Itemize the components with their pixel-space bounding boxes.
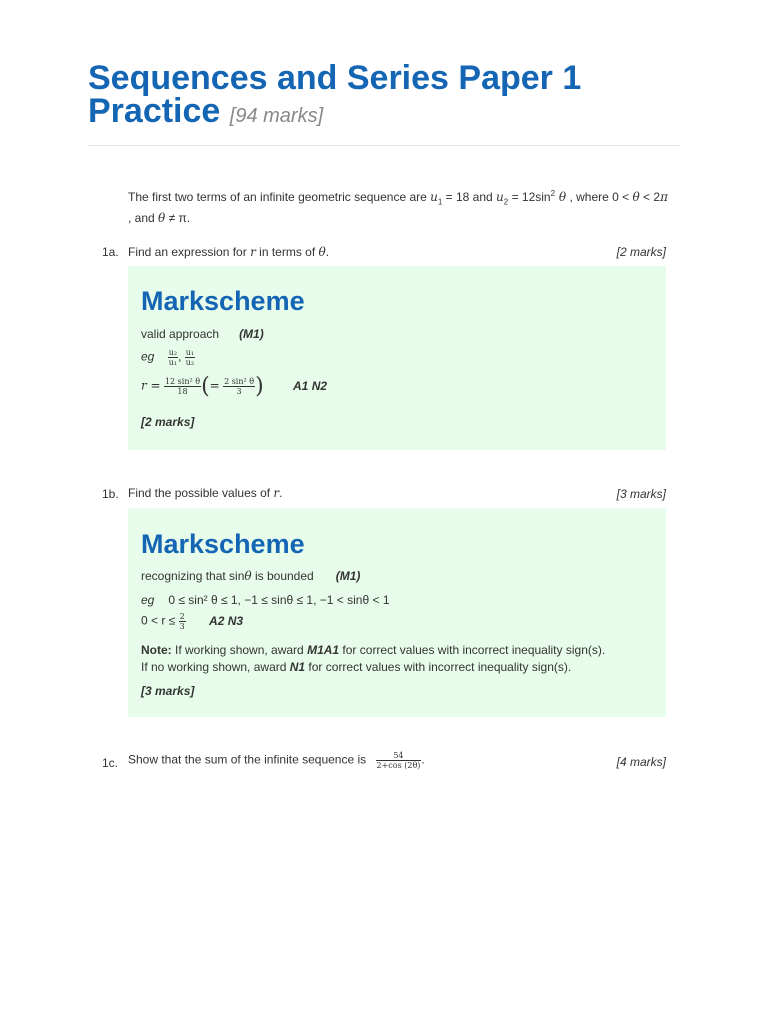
denominator: 3 [179,622,185,631]
note-text: If working shown, award [171,643,308,657]
markscheme-answer [141,612,243,631]
numerator: 54 [376,751,422,761]
r-equals: r = [141,378,161,393]
fraction [376,751,425,770]
denominator: 3 [236,387,242,396]
numerator: u₂ [168,348,178,357]
theta-symbol: θ [318,245,326,259]
intro-text: , where 0 < [566,190,633,204]
question-text-part: . [279,486,283,500]
markscheme-answer [141,374,327,399]
question-marks: [3 marks] [616,487,666,501]
intro-text: = 18 and [442,190,497,204]
line-text: recognizing that sin [141,569,245,583]
question-marks: [2 marks] [616,245,666,259]
u2-symbol: u [496,190,504,204]
line-text: is bounded [251,569,314,583]
markscheme-title: Markscheme [141,286,305,316]
open-paren: ( [201,374,210,399]
numerator: 12 sin² θ [164,377,201,386]
markscheme-total: [2 marks] [141,415,195,429]
mark-code: (M1) [335,569,361,583]
question-text-part: Find an expression for [128,245,251,259]
close-paren: ) [255,374,264,399]
theta-symbol: θ [158,211,166,226]
question-number: 1c. [102,756,119,770]
markscheme-box [128,508,666,717]
total-marks: [94 marks] [229,105,324,127]
title-text: Sequences and Series Paper 1 Practice [88,59,582,130]
question-text [128,486,283,500]
numerator: 2 [179,612,185,621]
mark-code: M1A1 [307,643,340,657]
u1-subscript: 1 [437,197,443,207]
variable-r: r [250,245,256,259]
intro-text: ≠ π. [165,211,191,226]
markscheme-title: Markscheme [141,529,305,559]
note-text: for correct values with incorrect inequality sign(s). [339,643,606,657]
mark-code: (M1) [239,327,264,341]
markscheme-example [141,348,195,367]
question-text-part: Find the possible values of [128,486,274,500]
question-text-part: in terms of [255,245,319,259]
question-text-part: Show that the sum of the infinite sequence is [128,752,367,767]
note-text: for correct values with incorrect inequality sign(s). [305,660,572,674]
page-title [88,59,688,133]
exponent: 2 [550,189,556,198]
denominator: 2+cos (2θ) [376,761,421,770]
intro-text: , and [128,211,159,226]
eg-label: eg [141,593,155,607]
denominator: 18 [177,387,188,396]
note-text: If no working shown, award [141,660,290,674]
mark-code: A2 N3 [209,613,244,628]
denominator: u₂ [185,358,195,367]
question-text [128,245,329,259]
theta-symbol: θ [555,190,567,204]
numerator: 2 sin² θ [224,377,255,386]
question-text-part: . [421,752,425,767]
question-number: 1b. [102,487,119,501]
eg-label: eg [141,349,155,364]
markscheme-example [141,593,390,607]
example-text: 0 ≤ sin² θ ≤ 1, −1 ≤ sinθ ≤ 1, −1 < sinθ < 1 [168,593,390,607]
mark-code: A1 N2 [293,378,328,393]
note-label: Note: [141,643,172,657]
numerator: u₁ [185,348,195,357]
markscheme-line [141,569,360,583]
markscheme-total: [3 marks] [141,684,195,698]
u1-symbol: u [430,190,438,204]
markscheme-line [141,327,264,341]
markscheme-box [128,266,666,450]
fraction [179,612,186,631]
question-text [128,751,425,770]
fraction [185,348,195,367]
intro-text: The first two terms of an infinite geometric sequence are [128,190,431,204]
question-number: 1a. [102,245,119,259]
pi-symbol: π [660,190,668,204]
answer-text: 0 < r ≤ [141,613,176,628]
fraction [164,377,201,396]
theta-symbol: θ [244,569,252,583]
theta-symbol: θ [632,190,640,204]
u2-subscript: 2 [503,197,509,207]
intro-text: = 12sin [508,190,551,204]
markscheme-note [141,660,571,674]
variable-r: r [273,486,280,500]
markscheme-note [141,643,605,657]
line-text: valid approach [141,327,220,341]
equals-sign: = [209,378,220,393]
fraction [223,377,255,396]
separator: , [178,349,182,364]
divider [88,145,680,146]
fraction [168,348,178,367]
denominator: u₁ [168,358,178,367]
mark-code: N1 [289,660,306,674]
question-intro [128,185,673,227]
question-text-part: . [325,245,330,259]
question-marks: [4 marks] [616,755,666,769]
intro-text: < 2 [639,190,661,204]
